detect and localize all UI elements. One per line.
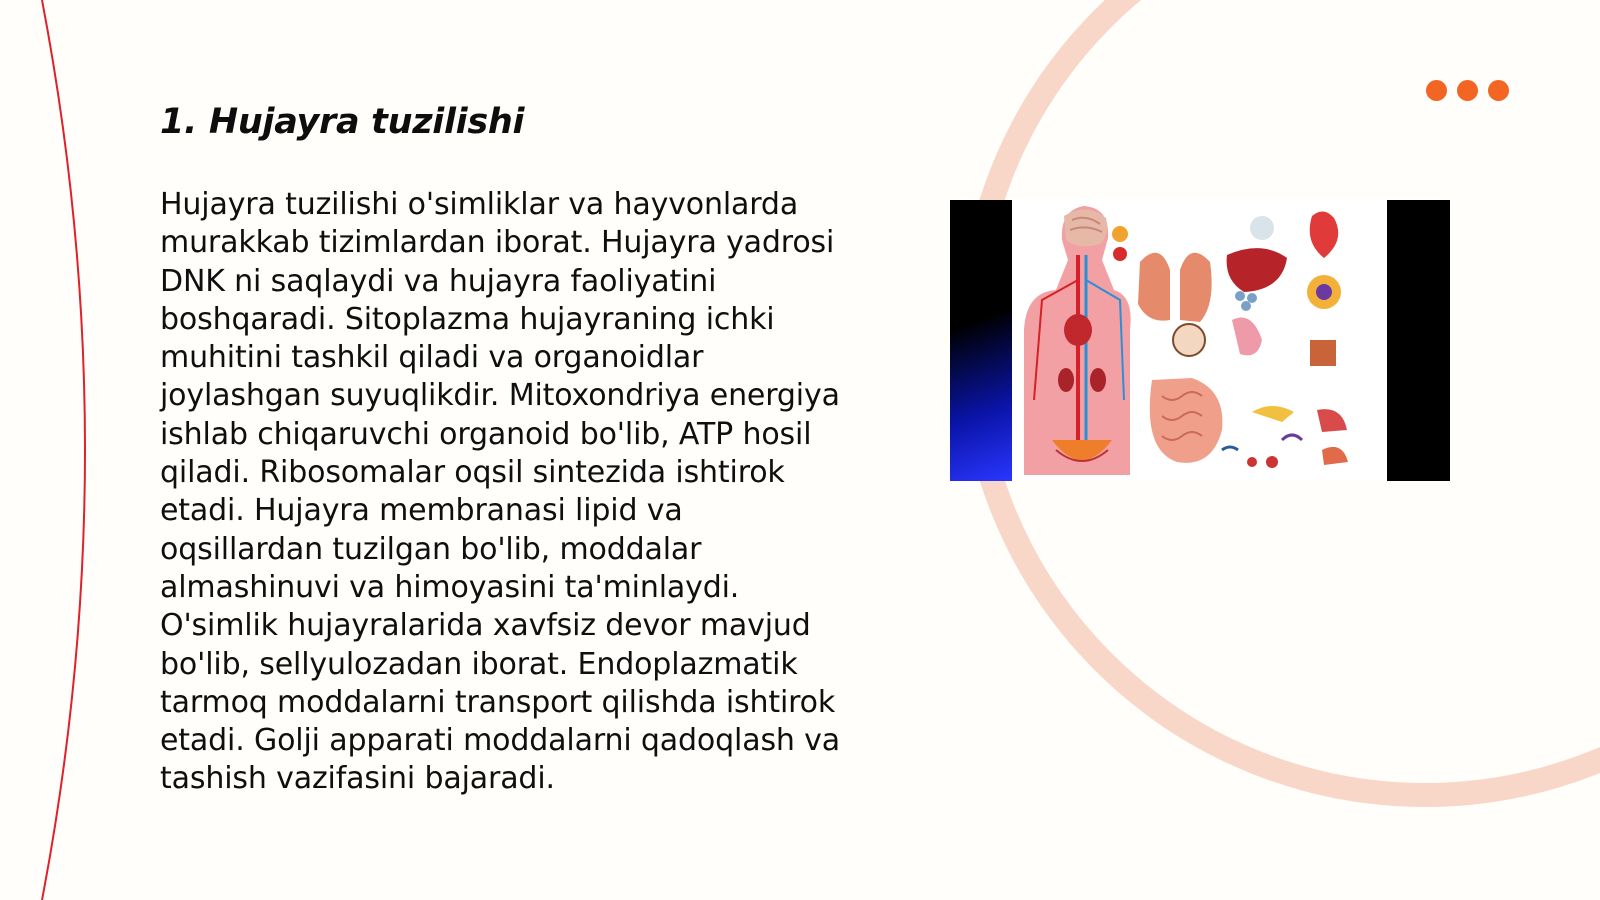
dot-icon [1426,80,1447,101]
blue-glow [950,310,1012,481]
slide-title: 1. Hujayra tuzilishi [160,102,525,142]
three-dots-icon [1426,80,1509,101]
organs-icon [1112,211,1348,468]
body-text: Hujayra tuzilishi o'simliklar va hayvonlarda murakkab tizimlardan iborat. Hujayra yadrosi DNK ni saqlaydi va hujayra faoliyatini boshqaradi. Sitoplazma hujayraning ichki muhitini tashkil qiladi va organoidlar joylashgan suyuqlikdir. Mitoxondriya energiya ishlab chiqaruvchi organoid bo'lib, ATP hosil qiladi. Ribosomalar oqsil sintezida ishtirok etadi. Hujayra membranasi lipid va oqsillardan tuzilgan bo'lib, moddalar almashinuvi va himoyasini ta'minlaydi. O'simlik hujayralarida xavfsiz devor mavjud bo'lib, sellyulozadan iborat. Endoplazmatik tarmoq moddalarni transport qilishda ishtirok etadi. Golji apparati moddalarni qadoqlash va tashish vazifasini bajaradi. [160,187,841,797]
illustration-panel [1012,200,1387,481]
organs-illustration [1012,200,1387,481]
anatomy-illustration [950,200,1450,481]
dot-icon [1488,80,1509,101]
human-torso-icon [1024,206,1131,475]
dot-icon [1457,80,1478,101]
left-red-curve [42,0,85,900]
